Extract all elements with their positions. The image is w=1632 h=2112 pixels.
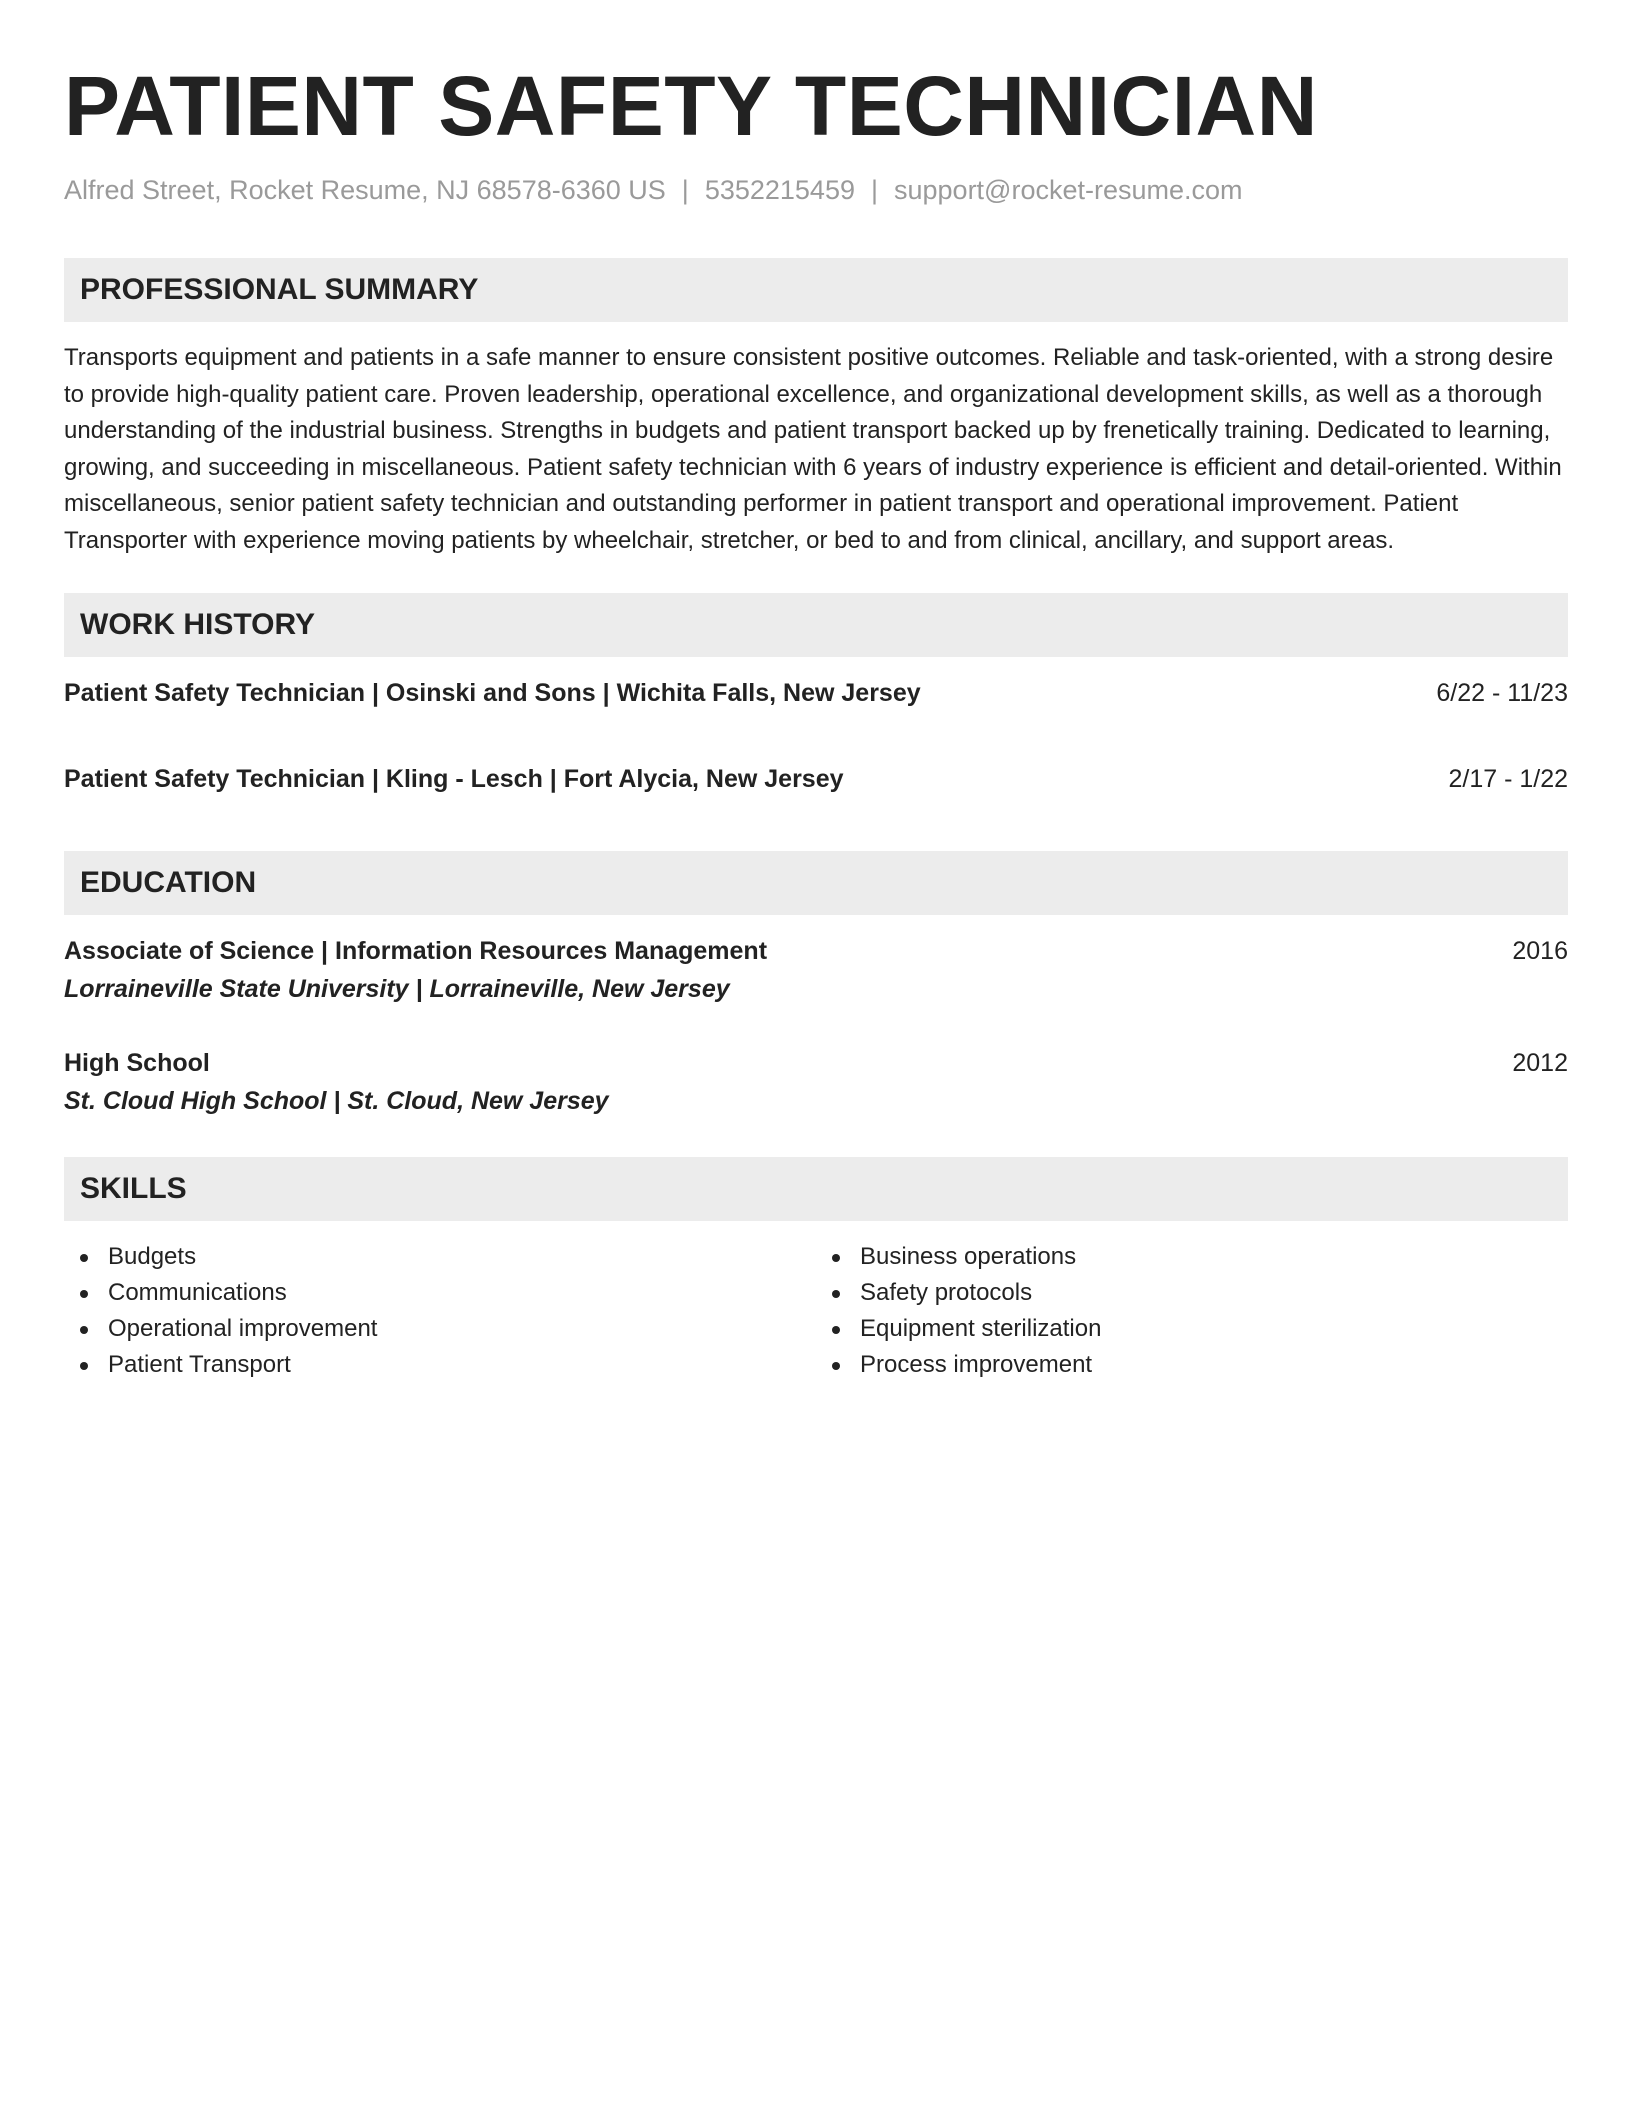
section-heading-work: WORK HISTORY	[64, 593, 1568, 657]
education-degree: Associate of Science | Information Resources Management	[64, 937, 768, 965]
skill-item: Budgets	[64, 1239, 816, 1275]
job-entry	[64, 761, 1568, 797]
job-entry	[64, 675, 1568, 711]
summary-text: Transports equipment and patients in a safe manner to ensure consistent positive outcomes. Reliable and task-oriented, with a strong desire to provide high-quality patient care. Proven leadership, operational excellence, and organizational development skills, as well as a thorough understanding of the industrial business. Strengths in budgets and patient transport backed up by frenetically training. Dedicated to learning, growing, and succeeding in miscellaneous. Patient safety technician with 6 years of industry experience is efficient and detail-oriented. Within miscellaneous, senior patient safety technician and outstanding performer in patient transport and operational improvement. Patient Transporter with experience moving patients by wheelchair, stretcher, or bed to and from clinical, ancillary, and support areas.	[64, 344, 1562, 554]
contact-line	[64, 172, 1568, 208]
education-year: 2016	[1512, 937, 1568, 965]
skill-item: Safety protocols	[816, 1275, 1568, 1311]
job-title: Patient Safety Technician | Osinski and Sons | Wichita Falls, New Jersey	[64, 679, 921, 707]
job-dates: 2/17 - 1/22	[1448, 765, 1568, 793]
contact-address: Alfred Street, Rocket Resume, NJ 68578-6360 US	[64, 175, 666, 205]
skill-item: Patient Transport	[64, 1347, 816, 1383]
contact-email: support@rocket-resume.com	[894, 175, 1243, 205]
skills-column-left	[64, 1239, 816, 1383]
education-entry	[64, 933, 1568, 1007]
contact-separator: |	[870, 175, 878, 205]
contact-phone: 5352215459	[704, 175, 855, 205]
education-entry	[64, 1045, 1568, 1119]
skill-item: Communications	[64, 1275, 816, 1311]
education-school: St. Cloud High School | St. Cloud, New Jersey	[64, 1087, 609, 1115]
skill-item: Process improvement	[816, 1347, 1568, 1383]
job-dates: 6/22 - 11/23	[1436, 679, 1568, 707]
resume-name: PATIENT SAFETY TECHNICIAN	[64, 59, 1318, 153]
education-school: Lorraineville State University | Lorraineville, New Jersey	[64, 975, 730, 1003]
skill-item: Operational improvement	[64, 1311, 816, 1347]
education-year: 2012	[1512, 1049, 1568, 1077]
skill-item: Business operations	[816, 1239, 1568, 1275]
skills-list	[64, 1239, 1568, 1383]
contact-separator: |	[681, 175, 689, 205]
skills-column-right	[816, 1239, 1568, 1383]
education-degree: High School	[64, 1049, 210, 1077]
section-heading-summary: PROFESSIONAL SUMMARY	[64, 258, 1568, 322]
job-title: Patient Safety Technician | Kling - Lesch | Fort Alycia, New Jersey	[64, 765, 844, 793]
skill-item: Equipment sterilization	[816, 1311, 1568, 1347]
section-heading-skills: SKILLS	[64, 1157, 1568, 1221]
section-heading-education: EDUCATION	[64, 851, 1568, 915]
